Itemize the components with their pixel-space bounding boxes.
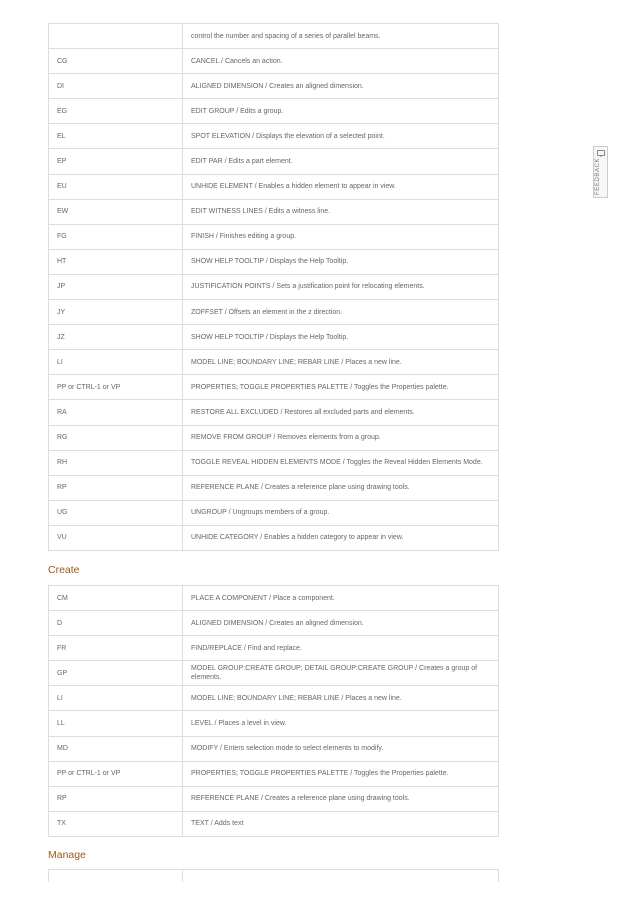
shortcut-description-cell: PLACE A COMPONENT / Place a component.	[183, 586, 499, 611]
shortcut-table-create	[48, 585, 499, 837]
shortcut-description-cell: MODEL LINE; BOUNDARY LINE; REBAR LINE / Places a new line.	[183, 686, 499, 711]
shortcut-key-cell: FG	[49, 224, 183, 249]
shortcut-key-cell: GP	[49, 661, 183, 686]
table-row	[49, 661, 499, 686]
table-row	[49, 500, 499, 525]
shortcut-key-cell: UG	[49, 500, 183, 525]
shortcut-key-cell: TX	[49, 811, 183, 836]
table-row	[49, 274, 499, 299]
shortcut-description-cell: JUSTIFICATION POINTS / Sets a justification point for relocating elements.	[183, 274, 499, 299]
shortcut-table-manage	[48, 869, 499, 882]
table-row	[49, 525, 499, 550]
table-row	[49, 249, 499, 274]
shortcut-description-cell: REFERENCE PLANE / Creates a reference plane using drawing tools.	[183, 475, 499, 500]
shortcut-description-cell: TOGGLE REVEAL HIDDEN ELEMENTS MODE / Toggles the Reveal Hidden Elements Mode.	[183, 450, 499, 475]
shortcut-description-cell: PROPERTIES; TOGGLE PROPERTIES PALETTE / Toggles the Properties palette.	[183, 375, 499, 400]
table-row	[49, 870, 499, 883]
table-row	[49, 375, 499, 400]
table-row	[49, 711, 499, 736]
table-row	[49, 611, 499, 636]
shortcut-key-cell: EG	[49, 99, 183, 124]
shortcut-description-cell: UNGROUP / Ungroups members of a group.	[183, 500, 499, 525]
shortcut-description-cell: REFERENCE PLANE / Creates a reference plane using drawing tools.	[183, 786, 499, 811]
shortcut-description-cell: EDIT GROUP / Edits a group.	[183, 99, 499, 124]
table-row	[49, 811, 499, 836]
shortcut-description-cell: TEXT / Adds text	[183, 811, 499, 836]
shortcut-description-cell: ZOFFSET / Offsets an element in the z direction.	[183, 300, 499, 325]
shortcut-description-cell: FINISH / Finishes editing a group.	[183, 224, 499, 249]
shortcut-description-cell: ALIGNED DIMENSION / Creates an aligned dimension.	[183, 611, 499, 636]
shortcut-key-cell: VU	[49, 525, 183, 550]
shortcut-table-modify	[48, 23, 499, 551]
table-row	[49, 49, 499, 74]
shortcut-description-cell: UNHIDE ELEMENT / Enables a hidden element to appear in view.	[183, 174, 499, 199]
shortcut-key-cell: LL	[49, 711, 183, 736]
shortcut-key-cell: JY	[49, 300, 183, 325]
shortcut-key-cell	[49, 870, 183, 883]
table-row	[49, 325, 499, 350]
shortcut-key-cell: DI	[49, 74, 183, 99]
shortcut-key-cell: RH	[49, 450, 183, 475]
table-row	[49, 124, 499, 149]
shortcut-key-cell: FR	[49, 636, 183, 661]
table-row	[49, 224, 499, 249]
table-row	[49, 475, 499, 500]
shortcut-description-cell: CANCEL / Cancels an action.	[183, 49, 499, 74]
shortcut-key-cell: EL	[49, 124, 183, 149]
shortcut-key-cell: CG	[49, 49, 183, 74]
table-row	[49, 99, 499, 124]
table-row	[49, 586, 499, 611]
shortcut-key-cell: EP	[49, 149, 183, 174]
shortcut-description-cell: PROPERTIES; TOGGLE PROPERTIES PALETTE / Toggles the Properties palette.	[183, 761, 499, 786]
shortcut-description-cell: FIND/REPLACE / Find and replace.	[183, 636, 499, 661]
table-row	[49, 300, 499, 325]
section-heading-create: Create	[48, 564, 80, 576]
table-row	[49, 450, 499, 475]
shortcut-description-cell: REMOVE FROM GROUP / Removes elements from a group.	[183, 425, 499, 450]
table-row	[49, 425, 499, 450]
shortcut-description-cell: SPOT ELEVATION / Displays the elevation of a selected point.	[183, 124, 499, 149]
feedback-button[interactable]	[593, 146, 608, 198]
shortcut-description-cell	[183, 870, 499, 883]
shortcut-key-cell: CM	[49, 586, 183, 611]
table-row	[49, 761, 499, 786]
table-row	[49, 786, 499, 811]
shortcut-description-cell: RESTORE ALL EXCLUDED / Restores all excluded parts and elements.	[183, 400, 499, 425]
shortcut-description-cell: SHOW HELP TOOLTIP / Displays the Help Tooltip.	[183, 249, 499, 274]
shortcut-key-cell: PP or CTRL-1 or VP	[49, 761, 183, 786]
shortcut-description-cell: control the number and spacing of a series of parallel beams.	[183, 24, 499, 49]
table-row	[49, 350, 499, 375]
table-row	[49, 736, 499, 761]
shortcut-key-cell: RA	[49, 400, 183, 425]
table-row	[49, 199, 499, 224]
shortcut-description-cell: UNHIDE CATEGORY / Enables a hidden category to appear in view.	[183, 525, 499, 550]
shortcut-description-cell: MODEL GROUP:CREATE GROUP; DETAIL GROUP:CREATE GROUP / Creates a group of elements.	[183, 661, 499, 686]
shortcut-description-cell: ALIGNED DIMENSION / Creates an aligned dimension.	[183, 74, 499, 99]
section-heading-manage: Manage	[48, 849, 86, 861]
table-row	[49, 174, 499, 199]
shortcut-key-cell: LI	[49, 350, 183, 375]
shortcut-description-cell: LEVEL / Places a level in view.	[183, 711, 499, 736]
shortcut-key-cell: RP	[49, 786, 183, 811]
shortcut-description-cell: EDIT WITNESS LINES / Edits a witness line.	[183, 199, 499, 224]
shortcut-key-cell: JZ	[49, 325, 183, 350]
table-row	[49, 74, 499, 99]
shortcut-description-cell: SHOW HELP TOOLTIP / Displays the Help Tooltip.	[183, 325, 499, 350]
shortcut-key-cell: EU	[49, 174, 183, 199]
shortcut-key-cell: JP	[49, 274, 183, 299]
shortcut-key-cell	[49, 24, 183, 49]
shortcut-description-cell: MODIFY / Enters selection mode to select elements to modify.	[183, 736, 499, 761]
shortcut-key-cell: RG	[49, 425, 183, 450]
shortcut-key-cell: PP or CTRL-1 or VP	[49, 375, 183, 400]
shortcut-key-cell: LI	[49, 686, 183, 711]
shortcut-key-cell: D	[49, 611, 183, 636]
shortcut-key-cell: MD	[49, 736, 183, 761]
shortcut-key-cell: HT	[49, 249, 183, 274]
table-row	[49, 636, 499, 661]
shortcut-description-cell: MODEL LINE; BOUNDARY LINE; REBAR LINE / Places a new line.	[183, 350, 499, 375]
table-row	[49, 686, 499, 711]
table-row	[49, 400, 499, 425]
shortcut-key-cell: RP	[49, 475, 183, 500]
table-row	[49, 24, 499, 49]
table-row	[49, 149, 499, 174]
shortcut-key-cell: EW	[49, 199, 183, 224]
shortcut-description-cell: EDIT PAR / Edits a part element.	[183, 149, 499, 174]
feedback-label: FEEDBACK	[595, 157, 601, 195]
